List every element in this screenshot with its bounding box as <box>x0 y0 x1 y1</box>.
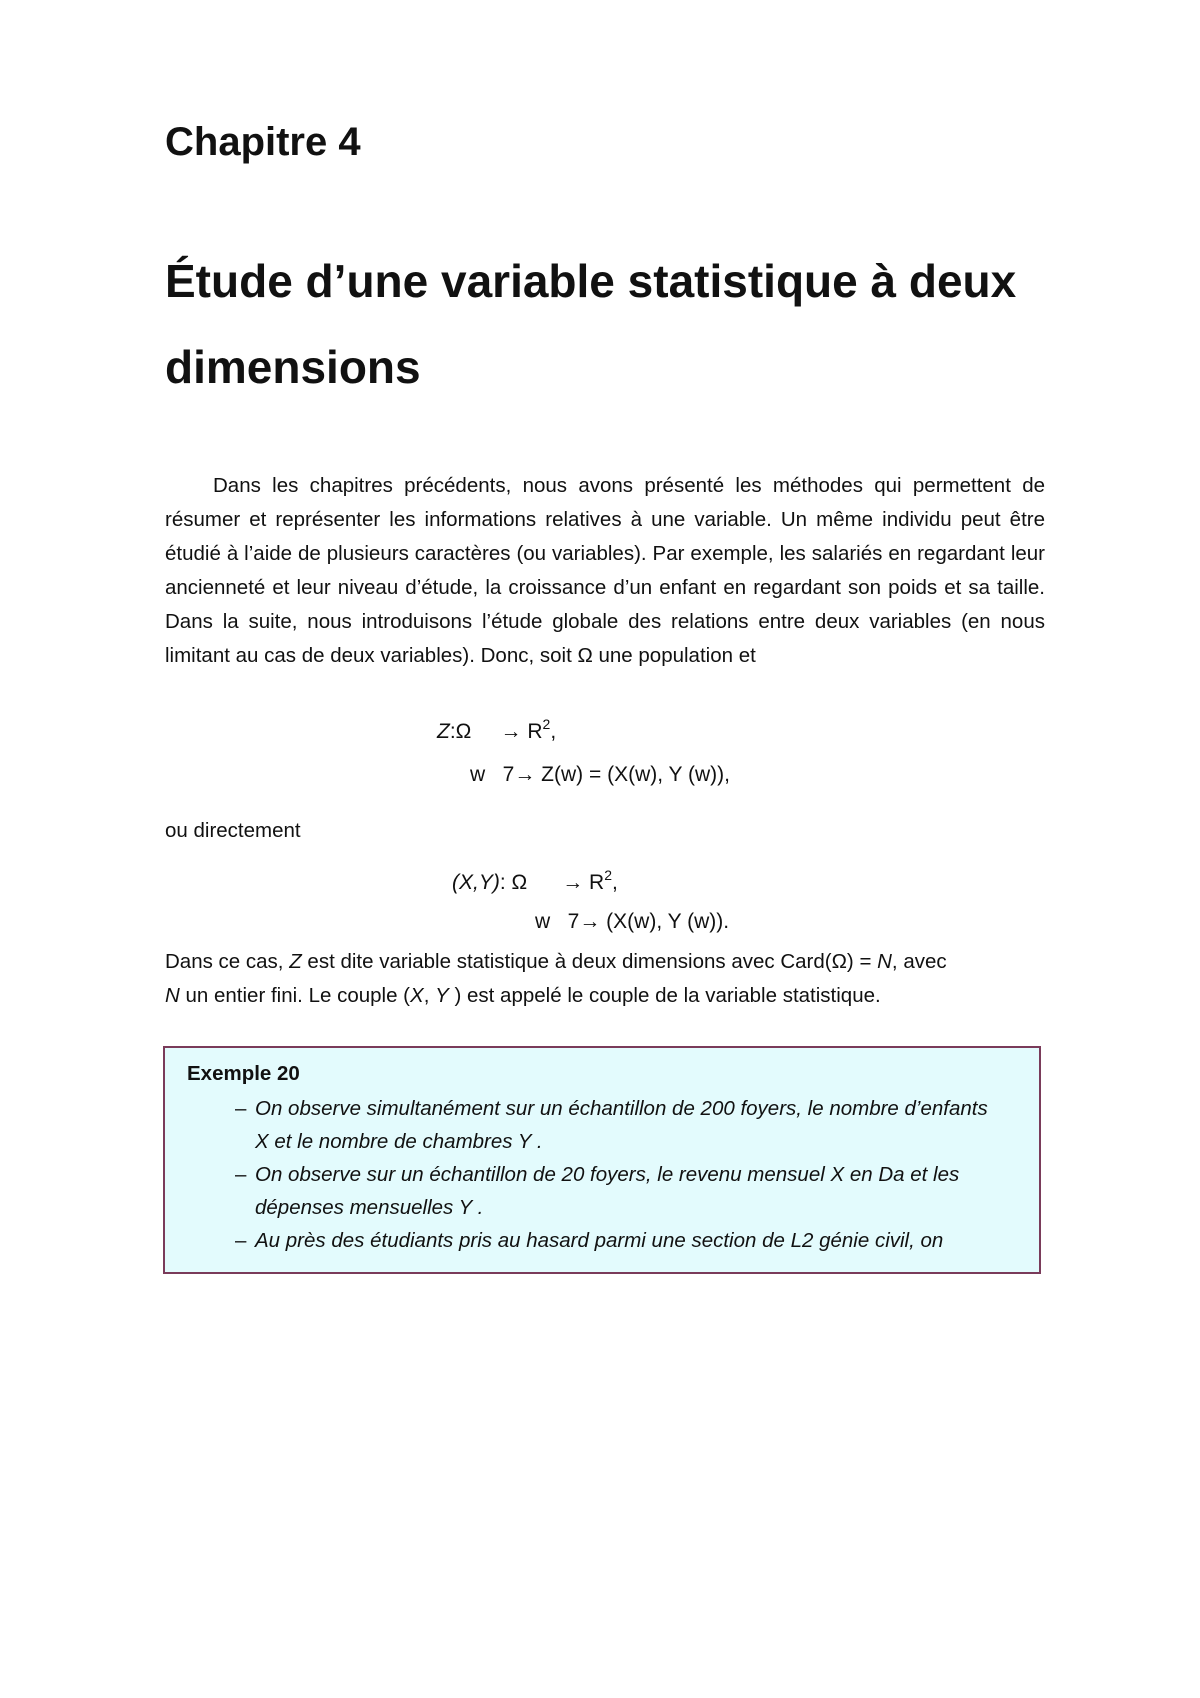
list-item: – On observe sur un échantillon de 20 foyers, le revenu mensuel X en Da et les dépenses mensuelles Y . <box>235 1163 960 1219</box>
equation-2-line-1: (X,Y): Ω → $R^2$, <box>452 867 618 894</box>
chapter-heading: Chapitre 4 <box>165 120 361 164</box>
equation-1-line-1: Z:Ω → $R^2$, <box>437 716 557 743</box>
list-item: – On observe simultanément sur un échantillon de 200 foyers, le nombre d’enfants X et le nombre de chambres Y . <box>235 1097 988 1153</box>
chapter-title: Étude d’une variable statistique à deux dimensions <box>165 255 1017 393</box>
equation-1-line-2: w 7→ Z(w) = (X(w), Y (w)), <box>470 763 730 786</box>
example-title: Exemple 20 <box>187 1062 300 1085</box>
example-box <box>163 1046 1041 1274</box>
intro-paragraph: Dans les chapitres précédents, nous avons présenté les méthodes qui permettent de résumer et représenter les informations relatives à une variable. Un même individu peut être étudié à l’aide de plusieurs caractères (ou variables). Par exemple, les salariés en regardant leur ancienneté et leur niveau d’étude, la croissance d’un enfant en regardant son poids et sa taille. Dans la suite, nous introduisons l’étude globale des relations entre deux variables (en nous limitant au cas de deux variables). Donc, soit Ω une population et <box>165 474 1045 667</box>
equation-2-line-2: w 7→ (X(w), Y (w)). <box>535 910 730 933</box>
example-list <box>235 1092 995 1257</box>
list-item: – Au près des étudiants pris au hasard parmi une section de L2 génie civil, on <box>235 1229 944 1252</box>
conclusion-paragraph: Dans ce cas, Z est dite variable statistique à deux dimensions avec Card(Ω) = N, avec N un entier fini. Le couple (X, Y ) est appelé le couple de la variable statistique. <box>165 950 947 1007</box>
connector-text: ou directement <box>165 819 301 842</box>
